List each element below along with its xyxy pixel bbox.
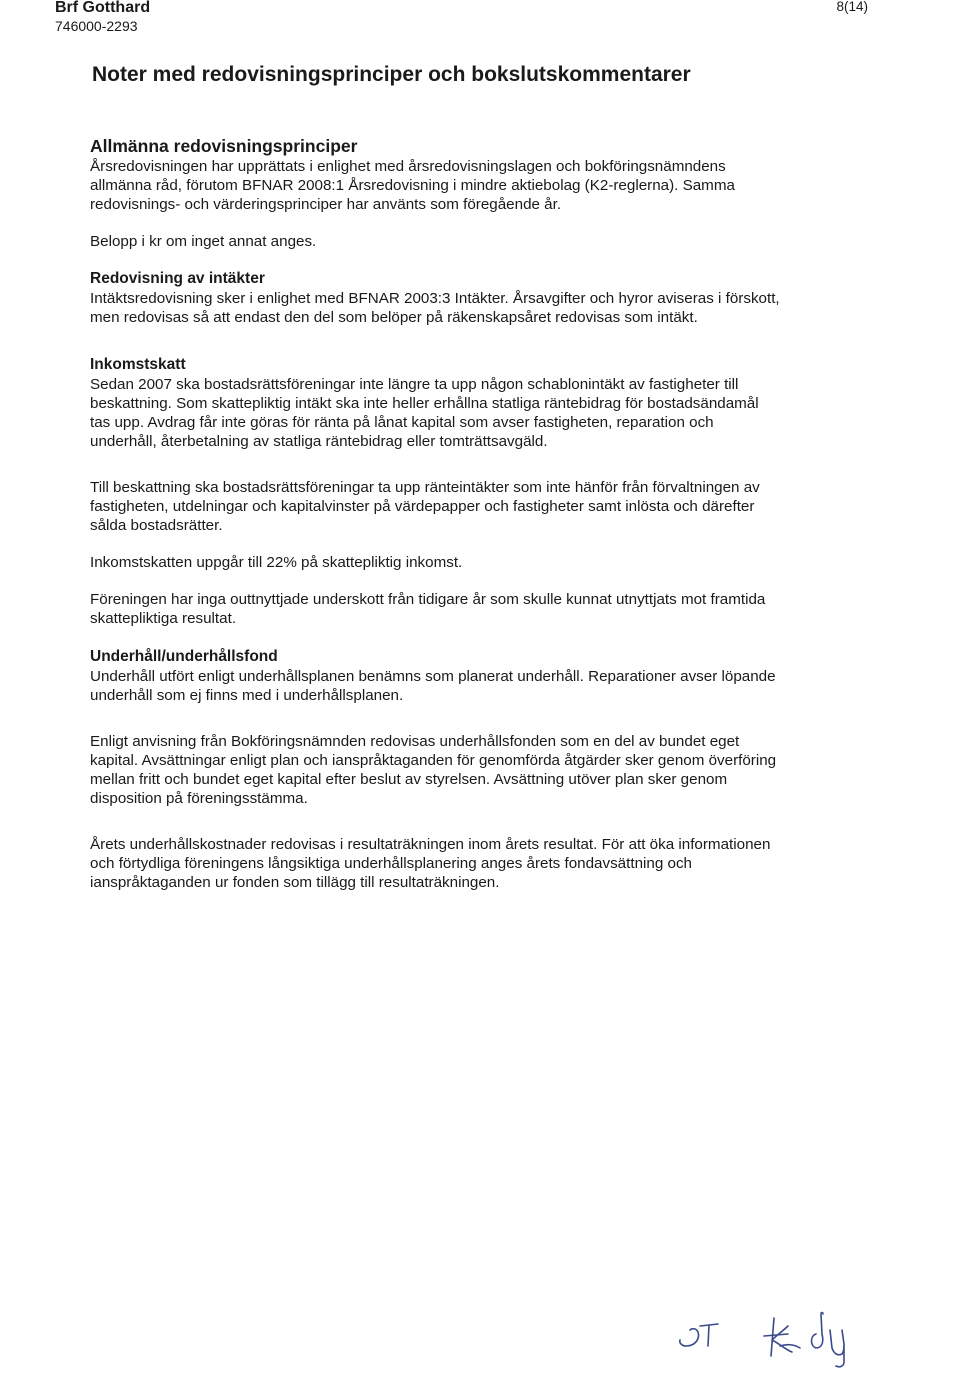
handwritten-initials — [676, 1308, 906, 1370]
text-line: kapital. Avsättningar enligt plan och ianspråktaganden för genomförda åtgärder sker genom överföring — [90, 751, 777, 769]
text-line: Belopp i kr om inget annat anges. — [90, 233, 317, 251]
section-general-principles — [90, 136, 880, 251]
section-heading: Underhåll/underhållsfond — [90, 647, 278, 665]
initials-jt — [680, 1329, 699, 1346]
section-heading: Allmänna redovisningsprinciper — [90, 136, 358, 156]
text-line: underhåll som ej finns med i underhållsplanen. — [90, 686, 404, 704]
paragraph — [90, 835, 880, 892]
text-line: fastigheten, utdelningar och kapitalvinster på värdepapper och fastigheter samt inlösta och därefter — [90, 498, 755, 516]
paragraph — [90, 157, 880, 214]
text-line: Årets underhållskostnader redovisas i resultaträkningen inom årets resultat. För att öka informationen — [90, 836, 771, 854]
text-line: skattepliktiga resultat. — [90, 610, 237, 628]
text-line: Underhåll utfört enligt underhållsplanen benämns som planerat underhåll. Reparationer avser löpande — [90, 667, 776, 685]
section-maintenance-fund — [90, 647, 880, 893]
text-line: Till beskattning ska bostadsrättsföreningar ta upp ränteintäkter som inte hänför från förvaltningen av — [90, 478, 760, 496]
initials-dy — [812, 1313, 845, 1367]
text-line: men redovisas så att endast den del som belöper på räkenskapsåret redovisas som intäkt. — [90, 309, 698, 327]
paragraph — [90, 732, 880, 808]
text-line: allmänna råd, förutom BFNAR 2008:1 Årsredovisning i mindre aktiebolag (K2-reglerna). Samma — [90, 177, 735, 195]
paragraph — [90, 232, 880, 251]
paragraph — [90, 590, 880, 628]
organization-number: 746000-2293 — [55, 18, 138, 34]
text-line: beskattning. Som skattepliktig intäkt ska inte heller erhållna statliga räntebidrag för bostadsändamål — [90, 394, 759, 412]
text-line: ianspråktaganden ur fonden som tillägg till resultaträkningen. — [90, 874, 500, 892]
text-line: sålda bostadsrätter. — [90, 517, 223, 535]
paragraph — [90, 375, 880, 451]
text-line: och förtydliga föreningens långsiktiga underhållsplanering anges årets fondavsättning och — [90, 855, 692, 873]
paragraph — [90, 553, 880, 572]
page-indicator: 8(14) — [836, 0, 868, 14]
paragraph — [90, 289, 880, 327]
section-income-tax — [90, 355, 880, 629]
notes-content — [90, 136, 880, 892]
text-line: mellan fritt och bundet eget kapital efter beslut av styrelsen. Avsättning utöver plan sker genom — [90, 770, 728, 788]
section-revenue-recognition — [90, 269, 880, 327]
text-line: Sedan 2007 ska bostadsrättsföreningar inte längre ta upp någon schablonintäkt av fastigheter till — [90, 375, 739, 393]
initials-jt-bar — [700, 1324, 718, 1346]
page-title: Noter med redovisningsprinciper och bokslutskommentarer — [92, 63, 691, 86]
text-line: Intäktsredovisning sker i enlighet med BFNAR 2003:3 Intäkter. Årsavgifter och hyror aviseras i förskott, — [90, 290, 780, 308]
text-line: Enligt anvisning från Bokföringsnämnden redovisas underhållsfonden som en del av bundet eget — [90, 732, 740, 750]
section-heading: Redovisning av intäkter — [90, 270, 265, 288]
paragraph — [90, 478, 880, 535]
initials-k — [764, 1318, 800, 1356]
text-line: tas upp. Avdrag får inte göras för ränta på lånat kapital som avser fastigheten, reparation och — [90, 413, 714, 431]
text-line: underhåll, återbetalning av statliga räntebidrag eller tomträttsavgäld. — [90, 432, 548, 450]
text-line: Årsredovisningen har upprättats i enlighet med årsredovisningslagen och bokföringsnämndens — [90, 158, 726, 175]
text-line: redovisnings- och värderingsprinciper har använts som föregående år. — [90, 196, 562, 214]
section-heading: Inkomstskatt — [90, 355, 186, 373]
text-line: Inkomstskatten uppgår till 22% på skattepliktig inkomst. — [90, 554, 463, 572]
text-line: disposition på föreningsstämma. — [90, 789, 308, 807]
text-line: Föreningen har inga outtnyttjade underskott från tidigare år som skulle kunnat utnyttjats mot framtida — [90, 591, 766, 609]
organization-name: Brf Gotthard — [55, 0, 151, 16]
paragraph — [90, 667, 880, 705]
